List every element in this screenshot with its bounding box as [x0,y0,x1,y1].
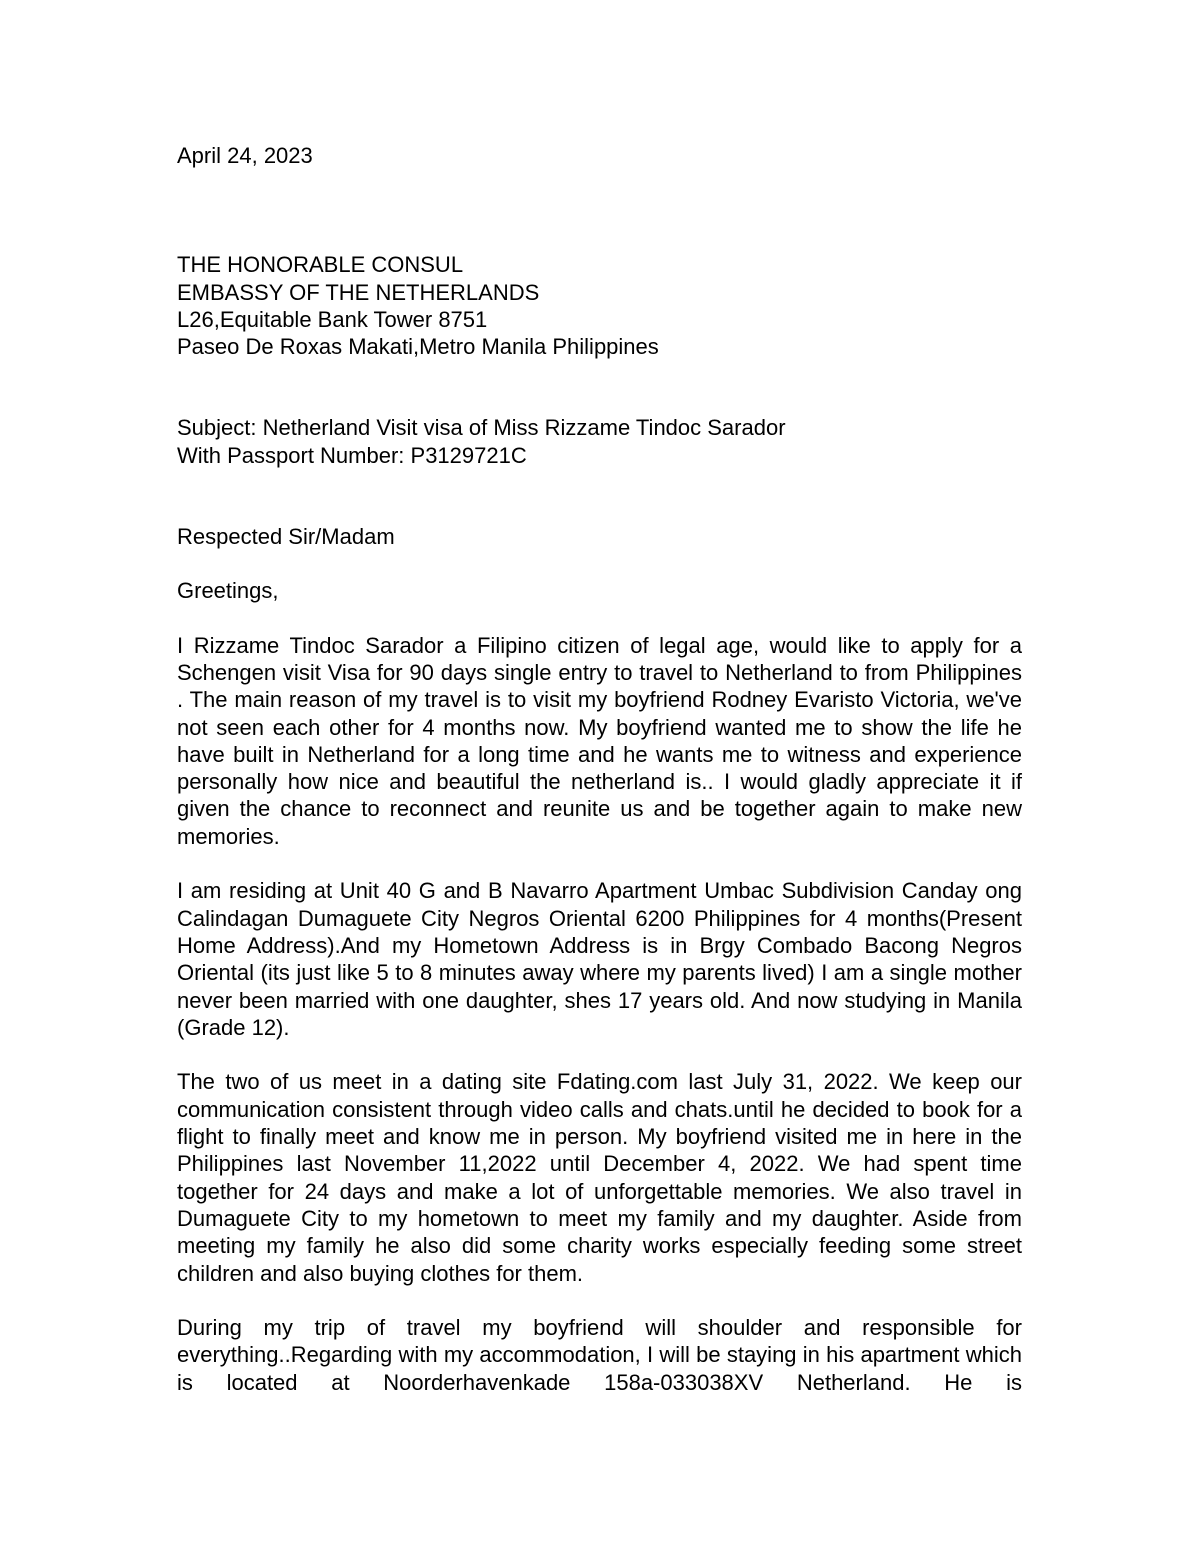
paragraph-accommodation: During my trip of travel my boyfriend will shoulder and responsible for everything..Regarding with my accommodation, I will be staying in his apartment which is located at Noorderhavenkade 158a-033038XV Netherland. He is [177,1315,1022,1395]
recipient-building: L26,Equitable Bank Tower 8751 [177,306,488,332]
paragraph-residence: I am residing at Unit 40 G and B Navarro Apartment Umbac Subdivision Canday ong Calindagan Dumaguete City Negros Oriental 6200 Philippines for 4 months(Present Home Address).And my Hometown Address is in Brgy Combado Bacong Negros Oriental (its just like 5 to 8 minutes away where my parents lived) I am a single mother never been married with one daughter, shes 17 years old. And now studying in Manila (Grade 12). [177,878,1022,1040]
letter-date [177,142,1022,169]
salutation-text: Respected Sir/Madam [177,524,395,550]
paragraph-relationship: The two of us meet in a dating site Fdating.com last July 31, 2022. We keep our communication consistent through video calls and chats.until he decided to book for a flight to finally meet and know me in person. My boyfriend visited me in here in the Philippines last November 11,2022 until December 4, 2022. We had spent time together for 24 days and make a lot of unforgettable memories. We also travel in Dumaguete City to my hometown to meet my family and my daughter. Aside from meeting my family he also did some charity works especially feeding some street children and also buying clothes for them. [177,1069,1022,1286]
recipient-title: THE HONORABLE CONSUL [177,252,464,278]
greeting-text: Greetings, [177,578,279,604]
letter-body [177,142,1022,1423]
subject-line: Subject: Netherland Visit visa of Miss Rizzame Tindoc Sarador [177,415,786,441]
salutation [177,523,1022,550]
paragraph-purpose: I Rizzame Tindoc Sarador a Filipino citizen of legal age, would like to apply for a Schengen visit Visa for 90 days single entry to travel to Netherland to from Philippines . The main reason of my travel is to visit my boyfriend Rodney Evaristo Victoria, we've not seen each other for 4 months now. My boyfriend wanted me to show the life he have built in Netherland for a long time and he wants me to witness and experience personally how nice and beautiful the netherland is.. I would gladly appreciate it if given the chance to reconnect and reunite us and be together again to make new memories. [177,632,1022,849]
recipient-address [177,251,1022,360]
greeting [177,577,1022,604]
recipient-organization: EMBASSY OF THE NETHERLANDS [177,279,540,305]
subject-block [177,414,1022,469]
passport-line: With Passport Number: P3129721C [177,442,527,468]
recipient-street: Paseo De Roxas Makati,Metro Manila Philippines [177,334,659,360]
date-text: April 24, 2023 [177,143,313,168]
